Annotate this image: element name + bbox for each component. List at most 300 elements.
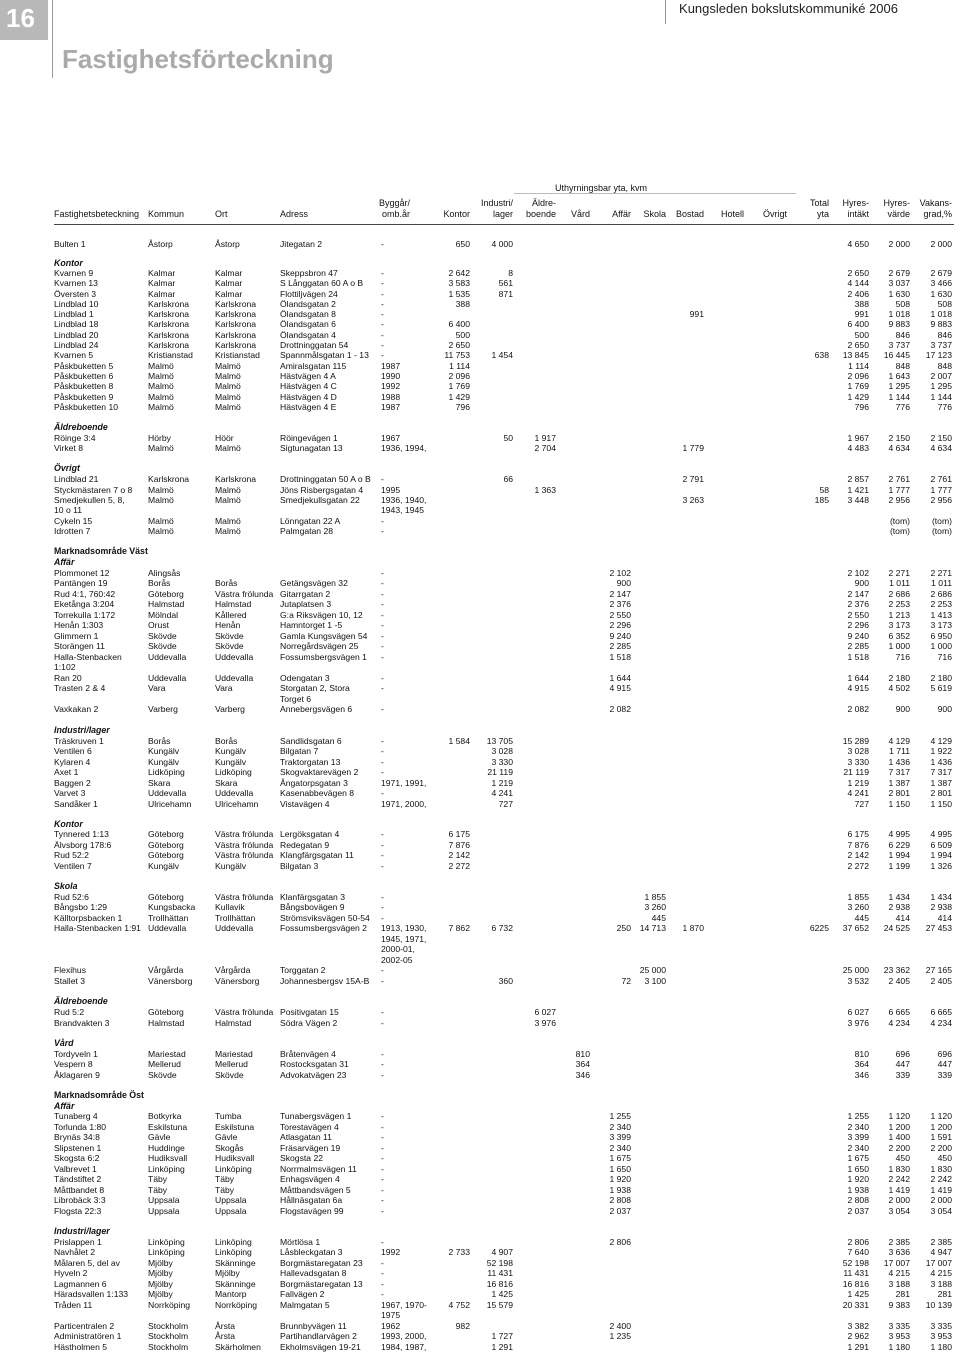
kommun-cell: Hudiksvall	[148, 1153, 188, 1163]
ort-cell: Malmö	[215, 381, 241, 391]
hyresvarde-cell: 3 953	[888, 1331, 910, 1341]
hyresintakt-cell: 9 240	[847, 631, 869, 641]
section-heading: Kontor	[54, 258, 83, 268]
hyresvarde-cell: 3 636	[888, 1247, 910, 1257]
industri-cell: 4 000	[491, 239, 513, 249]
table-row	[0, 392, 960, 402]
adress-cell: S Långgatan 60 A o B	[280, 278, 364, 288]
hyresvarde-cell: 1 000	[888, 641, 910, 651]
affar-cell: 9 240	[609, 631, 631, 641]
vakansgrad-cell: 2 385	[930, 1237, 952, 1247]
aldreboende-cell: 1 917	[534, 433, 556, 443]
vakansgrad-cell: 1 326	[930, 861, 952, 871]
vakansgrad-cell: 447	[937, 1059, 952, 1069]
hyresintakt-cell: 4 241	[847, 788, 869, 798]
byggar-cell: -	[381, 1185, 384, 1195]
section-heading: Affär	[54, 1101, 75, 1111]
adress-cell: Borgmästaregatan 23	[280, 1258, 363, 1268]
header-ovrigt: Övrigt	[762, 209, 787, 219]
adress-cell: Mörtlösa 1	[280, 1237, 321, 1247]
hyresintakt-cell: 2 082	[847, 704, 869, 714]
byggar-cell: -	[381, 1153, 384, 1163]
byggar-cell: 1967, 1970-	[381, 1300, 427, 1310]
name-cell: Virket 8	[54, 443, 83, 453]
vakansgrad-cell: 846	[937, 330, 952, 340]
section-heading: Industri/lager	[54, 1226, 110, 1236]
name-cell: Lagmannen 6	[54, 1279, 107, 1289]
ort-cell: Karlskrona	[215, 330, 257, 340]
hyresvarde-cell: 1 150	[888, 799, 910, 809]
bostad-cell: 991	[689, 309, 704, 319]
ort-cell: Gävle	[215, 1132, 238, 1142]
kommun-cell: Hörby	[148, 433, 171, 443]
table-row	[0, 778, 960, 788]
kommun-cell: Vårgårda	[148, 965, 184, 975]
byggar-cell: -	[381, 239, 384, 249]
vakansgrad-cell: 1 018	[930, 309, 952, 319]
byggar-cell: -	[381, 1143, 384, 1153]
hyresintakt-cell: 991	[854, 309, 869, 319]
kontor-cell: 2 142	[448, 850, 470, 860]
vakansgrad-cell: 2 405	[930, 976, 952, 986]
table-row	[0, 599, 960, 609]
byggar-cell: -	[381, 289, 384, 299]
header-byggar-2: omb.år	[381, 209, 410, 219]
table-row	[0, 568, 960, 578]
hyresvarde-cell: 3 173	[888, 620, 910, 630]
adress-cell: Måttbandsvägen 5	[280, 1185, 351, 1195]
hyresvarde-cell: 6 229	[888, 840, 910, 850]
vakansgrad-cell: 1 011	[931, 578, 952, 588]
kommun-cell: Täby	[148, 1185, 168, 1195]
vakansgrad-cell: 4 129	[930, 736, 952, 746]
vakansgrad-cell: 2 242	[930, 1174, 952, 1184]
name-cell: Plommonet 12	[54, 568, 110, 578]
adress-cell: Hållnäsgatan 6a	[280, 1195, 343, 1205]
hyresvarde-cell: 1 295	[888, 381, 910, 391]
kommun-cell: Malmö	[148, 526, 174, 536]
vakansgrad-cell: 848	[937, 361, 952, 371]
kommun-cell: Uddevalla	[148, 652, 187, 662]
kontor-cell: 500	[455, 330, 470, 340]
name-cell: Ventilen 6	[54, 746, 92, 756]
hyresintakt-cell: 2 340	[847, 1143, 869, 1153]
adress-cell: Röingevägen 1	[280, 433, 338, 443]
vakansgrad-cell: 6 509	[930, 840, 952, 850]
header-total-2: yta	[816, 209, 829, 219]
name-cell: Måttbandet 8	[54, 1185, 105, 1195]
adress-cell: Ölandsgatan 6	[280, 319, 336, 329]
vakansgrad-cell: 3 335	[930, 1321, 952, 1331]
byggar-cell: -	[381, 652, 384, 662]
table-row	[0, 1174, 960, 1184]
hyresintakt-cell: 2 550	[847, 610, 869, 620]
ort-cell: Malmö	[215, 443, 241, 453]
kommun-cell: Mariestad	[148, 1049, 186, 1059]
header-kontor: Kontor	[443, 209, 470, 219]
byggar-cell: -	[381, 1237, 384, 1247]
kommun-cell: Alingsås	[148, 568, 181, 578]
hyresvarde-cell: 3 054	[888, 1206, 910, 1216]
industri-cell: 1 219	[491, 778, 513, 788]
adress-cell: Advokatvägen 23	[280, 1070, 347, 1080]
adress-cell: Ölandsgatan 2	[280, 299, 336, 309]
name-cell: Översten 3	[54, 289, 97, 299]
table-row	[0, 1070, 960, 1080]
kommun-cell: Kungälv	[148, 861, 180, 871]
name-cell: Idrotten 7	[54, 526, 91, 536]
kommun-cell: Mjölby	[148, 1289, 173, 1299]
byggar-cell: 1913, 1930,	[381, 923, 427, 933]
name-cell: Glimmern 1	[54, 631, 99, 641]
span-header: Uthyrningsbar yta, kvm	[555, 183, 648, 193]
name-cell: Tunaberg 4	[54, 1111, 98, 1121]
hyresvarde-cell: 4 129	[888, 736, 910, 746]
adress-cell: Låsbleckgatan 3	[280, 1247, 343, 1257]
industri-cell: 50	[503, 433, 513, 443]
kommun-cell: Halmstad	[148, 1018, 185, 1028]
affar-cell: 2 296	[609, 620, 631, 630]
vard-cell: 364	[575, 1059, 590, 1069]
byggar-cell: -	[381, 1195, 384, 1205]
byggar-cell: -	[381, 319, 384, 329]
table-row	[0, 662, 960, 672]
ort-cell: Kungälv	[215, 861, 247, 871]
table-row	[0, 850, 960, 860]
hyresvarde-cell: 4 995	[888, 829, 910, 839]
table-row	[0, 495, 960, 505]
name-cell: Lindblad 1	[54, 309, 94, 319]
hyresvarde-cell: 508	[895, 299, 910, 309]
hyresintakt-cell: 37 652	[842, 923, 869, 933]
name-cell: Torlunda 1:80	[54, 1122, 107, 1132]
table-row	[0, 892, 960, 902]
byggar-cell: -	[381, 829, 384, 839]
vakansgrad-cell: 1 591	[930, 1132, 952, 1142]
adress-cell: Hästvägen 4 A	[280, 371, 336, 381]
name-cell: Bulten 1	[54, 239, 86, 249]
aldreboende-cell: 1 363	[534, 485, 556, 495]
industri-cell: 6 732	[491, 923, 513, 933]
kommun-cell: Karlskrona	[148, 330, 190, 340]
vakansgrad-cell: 1 000	[930, 641, 952, 651]
name-cell: Lindblad 10	[54, 299, 99, 309]
table-row	[0, 1049, 960, 1059]
name-cell: Tynnered 1:13	[54, 829, 109, 839]
kommun-cell: Lidköping	[148, 767, 185, 777]
byggar-cell: -	[381, 1279, 384, 1289]
industri-cell: 15 579	[486, 1300, 513, 1310]
vakansgrad-cell: 1 419	[930, 1185, 952, 1195]
ort-cell: Varberg	[215, 704, 245, 714]
adress-cell: Ångatorpsgatan 3	[280, 778, 348, 788]
bostad-cell: 3 263	[682, 495, 704, 505]
hyresvarde-cell: 6 665	[888, 1007, 910, 1017]
vakansgrad-cell: 776	[937, 402, 952, 412]
byggar-cell: -	[381, 516, 384, 526]
table-row	[0, 673, 960, 683]
section-heading: Skola	[54, 881, 78, 891]
ort-cell: Uddevalla	[215, 788, 254, 798]
table-row	[0, 1111, 960, 1121]
hyresvarde-cell: 4 215	[888, 1268, 910, 1278]
industri-cell: 1 291	[491, 1342, 513, 1352]
adress-cell: G:a Riksvägen 10, 12	[280, 610, 363, 620]
name-cell: Kvarnen 13	[54, 278, 98, 288]
kontor-cell: 3 583	[448, 278, 470, 288]
adress-cell: Positivgatan 15	[280, 1007, 339, 1017]
byggar-cell: -	[381, 1059, 384, 1069]
kommun-cell: Borås	[148, 578, 171, 588]
adress-cell: Malmgatan 5	[280, 1300, 330, 1310]
name-cell: Hyveln 2	[54, 1268, 88, 1278]
header-vard: Vård	[570, 209, 590, 219]
ort-cell: Täby	[215, 1185, 235, 1195]
hyresintakt-cell: 1 855	[847, 892, 869, 902]
hyresintakt-cell: 1 114	[848, 361, 869, 371]
table-row	[0, 1310, 960, 1320]
ort-cell: Mariestad	[215, 1049, 253, 1059]
hyresintakt-cell: 2 340	[847, 1122, 869, 1132]
hyresvarde-cell: 2 956	[888, 495, 910, 505]
hyresintakt-cell: 7 640	[847, 1247, 869, 1257]
section-heading: Vård	[54, 1038, 74, 1048]
kommun-cell: Malmö	[148, 402, 174, 412]
ort-cell: Malmö	[215, 516, 241, 526]
adress-cell: Getängsvägen 32	[280, 578, 348, 588]
hyresvarde-cell: 1 018	[888, 309, 910, 319]
name-cell: Axet 1	[54, 767, 79, 777]
affar-cell: 1 518	[609, 652, 631, 662]
vakansgrad-cell: 414	[937, 913, 952, 923]
kommun-cell: Täby	[148, 1174, 168, 1184]
ort-cell: Västra frölunda	[215, 892, 274, 902]
adress-cell: Strömsviksvägen 50-54	[280, 913, 370, 923]
hyresintakt-cell: 3 382	[847, 1321, 869, 1331]
table-row	[0, 1237, 960, 1247]
adress-cell: Klanfärgsgatan 3	[280, 892, 345, 902]
ort-cell: Malmö	[215, 402, 241, 412]
table-row	[0, 902, 960, 912]
hyresvarde-cell: 696	[895, 1049, 910, 1059]
byggar-cell: -	[381, 641, 384, 651]
affar-cell: 2 082	[609, 704, 631, 714]
hyresintakt-cell: 2 650	[847, 340, 869, 350]
ort-cell: Borås	[215, 578, 238, 588]
name-cell: Påskbuketten 8	[54, 381, 114, 391]
adress-cell: Fräsarvägen 19	[280, 1143, 341, 1153]
affar-cell: 2 340	[609, 1143, 631, 1153]
hyresvarde-cell: (tom)	[889, 526, 910, 536]
vakansgrad-cell: 2 200	[930, 1143, 952, 1153]
hyresvarde-cell: 1 180	[888, 1342, 910, 1352]
hyresintakt-cell: 3 028	[847, 746, 869, 756]
vakansgrad-cell: 1 630	[930, 289, 952, 299]
ort-cell: Karlskrona	[215, 299, 257, 309]
adress-cell: Palmgatan 28	[280, 526, 334, 536]
hyresintakt-cell: 2 857	[847, 474, 869, 484]
adress-cell: Johannesbergsv 15A-B	[280, 976, 370, 986]
hyresintakt-cell: 2 962	[847, 1331, 869, 1341]
adress-cell: Skeppsbron 47	[280, 268, 338, 278]
ort-cell: Borås	[215, 736, 238, 746]
hyresintakt-cell: 346	[854, 1070, 869, 1080]
vakansgrad-cell: 1 777	[930, 485, 952, 495]
hyresvarde-cell: 2 271	[888, 568, 910, 578]
hyresvarde-cell: 848	[895, 361, 910, 371]
vakansgrad-cell: 1 295	[930, 381, 952, 391]
byggar-cell: -	[381, 902, 384, 912]
byggar-cell: -	[381, 1258, 384, 1268]
industri-cell: 561	[498, 278, 513, 288]
adress-cell: Amiralsgatan 115	[280, 361, 347, 371]
vakansgrad-cell: 4 947	[930, 1247, 952, 1257]
byggar-cell: -	[381, 840, 384, 850]
hyresvarde-cell: 1 011	[889, 578, 910, 588]
kommun-cell: Mölndal	[148, 610, 179, 620]
ort-cell: Vårgårda	[215, 965, 251, 975]
table-row	[0, 1018, 960, 1028]
hyresvarde-cell: 2 180	[888, 673, 910, 683]
adress-cell: Jutaplatsen 3	[280, 599, 332, 609]
kontor-cell: 1 769	[448, 381, 470, 391]
ort-cell: Västra frölunda	[215, 840, 274, 850]
table-row	[0, 526, 960, 536]
ort-cell: Karlskrona	[215, 309, 257, 319]
byggar-cell: -	[381, 746, 384, 756]
ort-cell: Västra frölunda	[215, 850, 274, 860]
affar-cell: 2 147	[609, 589, 631, 599]
adress-cell: Jitegatan 2	[280, 239, 323, 249]
vakansgrad-cell: 3 188	[930, 1279, 952, 1289]
table-row	[0, 829, 960, 839]
hyresintakt-cell: 500	[854, 330, 869, 340]
name-cell: Rud 52:2	[54, 850, 89, 860]
byggar-cell: -	[381, 1206, 384, 1216]
name-cell: Librobäck 3:3	[54, 1195, 106, 1205]
hyresvarde-cell: 4 634	[888, 443, 910, 453]
kommun-cell: Mjölby	[148, 1268, 173, 1278]
hyresvarde-cell: 2 686	[888, 589, 910, 599]
hyresvarde-cell: 1 436	[888, 757, 910, 767]
hyresintakt-cell: 900	[854, 578, 869, 588]
byggar-cell: 1971, 1991,	[381, 778, 427, 788]
table-row	[0, 976, 960, 986]
byggar-cell: 1990	[381, 371, 401, 381]
adress-cell: Ölandsgatan 4	[280, 330, 336, 340]
name-cell: Styckmästaren 7 o 8	[54, 485, 133, 495]
adress-cell: Drottninggatan 54	[280, 340, 349, 350]
name-cell: Tordyveln 1	[54, 1049, 98, 1059]
hyresvarde-cell: 716	[895, 652, 910, 662]
table-row	[0, 913, 960, 923]
hyresvarde-cell: 1 400	[888, 1132, 910, 1142]
vakansgrad-cell: (tom)	[931, 516, 952, 526]
adress-cell: Södra Vägen 2	[280, 1018, 338, 1028]
vakansgrad-cell: 2 686	[930, 589, 952, 599]
byggar-cell: -	[381, 736, 384, 746]
vakansgrad-cell: 2 150	[930, 433, 952, 443]
byggar-cell: 1945, 1971,	[381, 934, 427, 944]
hyresvarde-cell: 4 502	[888, 683, 910, 693]
ort-cell: Linköping	[215, 1237, 252, 1247]
region-heading: Marknadsområde Väst	[54, 546, 148, 556]
adress-cell: Traktorgatan 13	[280, 757, 341, 767]
hyresvarde-cell: 2 000	[888, 1195, 910, 1205]
name-cell: Lindblad 21	[54, 474, 99, 484]
byggar-cell: -	[381, 850, 384, 860]
affar-cell: 250	[616, 923, 631, 933]
hyresvarde-cell: 450	[895, 1153, 910, 1163]
industri-cell: 1 727	[491, 1331, 513, 1341]
affar-cell: 2 400	[609, 1321, 631, 1331]
name-cell: Kylaren 4	[54, 757, 91, 767]
name-cell: Vespern 8	[54, 1059, 93, 1069]
vakansgrad-cell: 1 387	[930, 778, 952, 788]
kontor-cell: 388	[455, 299, 470, 309]
ort-cell: Tumba	[215, 1111, 242, 1121]
vakansgrad-cell: 4 634	[930, 443, 952, 453]
hyresintakt-cell: 3 399	[847, 1132, 869, 1142]
divider-line	[52, 0, 53, 78]
hyresvarde-cell: 414	[895, 913, 910, 923]
vakansgrad-cell: 9 883	[930, 319, 952, 329]
vakansgrad-cell: 2 801	[930, 788, 952, 798]
header-name: Fastighetsbeteckning	[54, 209, 140, 219]
hyresintakt-cell: 2 037	[847, 1206, 869, 1216]
divider-line	[665, 0, 666, 24]
vakansgrad-cell: 3 953	[930, 1331, 952, 1341]
ort-cell: Kristianstad	[215, 350, 260, 360]
byggar-cell: -	[381, 757, 384, 767]
hyresintakt-cell: 25 000	[842, 965, 869, 975]
skola-cell: 3 260	[644, 902, 666, 912]
skola-cell: 3 100	[644, 976, 666, 986]
name-cell: Tråden 11	[54, 1300, 93, 1310]
byggar-cell: -	[381, 350, 384, 360]
vakansgrad-cell: 2 679	[930, 268, 952, 278]
kommun-cell: Malmö	[148, 516, 174, 526]
affar-cell: 1 255	[609, 1111, 631, 1121]
vakansgrad-cell: 2 000	[930, 239, 952, 249]
hyresintakt-cell: 1 650	[847, 1164, 869, 1174]
hyresintakt-cell: 1 255	[847, 1111, 869, 1121]
table-row	[0, 361, 960, 371]
kommun-cell: Malmö	[148, 443, 174, 453]
adress-cell: Sandlidsgatan 6	[280, 736, 342, 746]
hyresintakt-cell: 7 876	[847, 840, 869, 850]
table-row	[0, 1185, 960, 1195]
kontor-cell: 1 114	[449, 361, 470, 371]
name-cell: Rud 4:1, 760:42	[54, 589, 116, 599]
ort-cell: Malmö	[215, 485, 241, 495]
kommun-cell: Uddevalla	[148, 923, 187, 933]
hyresvarde-cell: 2 761	[888, 474, 910, 484]
table-row	[0, 1268, 960, 1278]
hyresvarde-cell: 2 405	[888, 976, 910, 986]
byggar-cell: -	[381, 568, 384, 578]
byggar-cell: -	[381, 309, 384, 319]
table-row	[0, 1164, 960, 1174]
name-cell: Eketånga 3:204	[54, 599, 115, 609]
adress-cell: Rostocksgatan 31	[280, 1059, 349, 1069]
name-cell: Baggen 2	[54, 778, 91, 788]
name-cell: Smedjekullen 5, 8,	[54, 495, 125, 505]
name-cell: Påskbuketten 6	[54, 371, 114, 381]
kommun-cell: Malmö	[148, 485, 174, 495]
header-aldre-2: boende	[525, 209, 556, 219]
byggar-cell: -	[381, 620, 384, 630]
